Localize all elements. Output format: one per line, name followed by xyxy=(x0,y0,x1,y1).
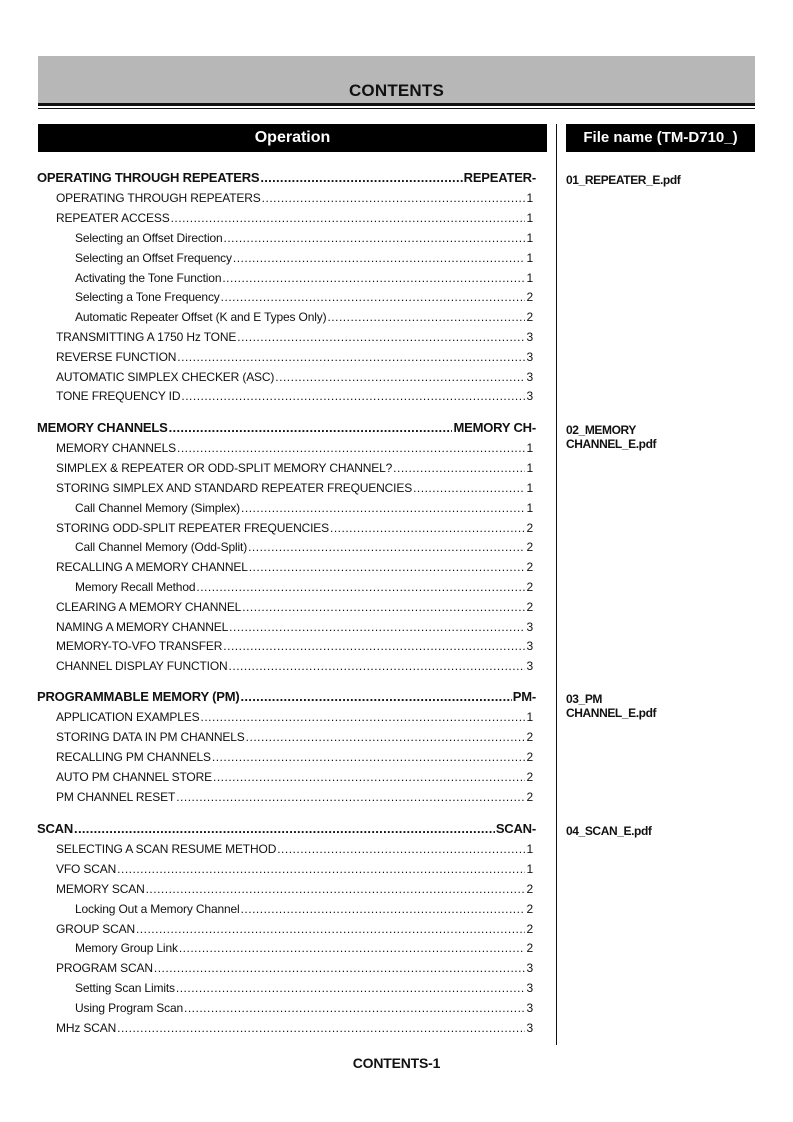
toc-entry xyxy=(56,349,533,365)
page-number: 3 xyxy=(526,659,533,674)
dot-leader xyxy=(74,821,495,837)
page-number: 1 xyxy=(526,270,533,285)
entry-title: TRANSMITTING A 1750 Hz TONE xyxy=(56,329,237,344)
entry-title: MHz SCAN xyxy=(56,1020,117,1035)
page-number: 1 xyxy=(526,500,533,515)
toc-entry xyxy=(56,520,533,536)
page-number: PM- xyxy=(512,689,536,704)
page-number: 1 xyxy=(526,480,533,495)
page-number: 3 xyxy=(526,389,533,404)
page-number: SCAN- xyxy=(495,821,536,836)
page-number: 2 xyxy=(526,560,533,575)
entry-title: SIMPLEX & REPEATER OR ODD-SPLIT MEMORY CHANNEL? xyxy=(56,461,393,476)
entry-title: Selecting an Offset Frequency xyxy=(75,250,232,265)
entry-title: PM CHANNEL RESET xyxy=(56,789,176,804)
toc-entry xyxy=(56,329,533,345)
dot-leader xyxy=(413,480,525,496)
dot-leader xyxy=(327,309,525,325)
toc-entry xyxy=(56,190,533,206)
dot-leader xyxy=(248,539,525,555)
dot-leader xyxy=(249,559,526,575)
dot-leader xyxy=(221,289,526,305)
page-number: 1 xyxy=(526,441,533,456)
entry-title: AUTO PM CHANNEL STORE xyxy=(56,769,212,784)
toc-entry xyxy=(56,480,533,496)
page-number: 1 xyxy=(526,710,533,725)
entry-title: NAMING A MEMORY CHANNEL xyxy=(56,619,229,634)
entry-title: REPEATER ACCESS xyxy=(56,211,170,226)
dot-leader xyxy=(330,520,525,536)
page-number: 2 xyxy=(526,310,533,325)
toc-entry xyxy=(75,579,533,595)
entry-title: RECALLING PM CHANNELS xyxy=(56,749,211,764)
dot-leader xyxy=(117,1020,525,1036)
entry-title: Using Program Scan xyxy=(75,1000,184,1015)
toc-section-heading xyxy=(37,689,536,705)
toc-entry xyxy=(56,709,533,725)
toc-entry xyxy=(56,440,533,456)
entry-title: OPERATING THROUGH REPEATERS xyxy=(56,191,261,206)
page-footer: CONTENTS-1 xyxy=(352,1055,441,1071)
dot-leader xyxy=(181,388,525,404)
toc-entry xyxy=(75,940,533,956)
dot-leader xyxy=(201,709,526,725)
toc-entry xyxy=(56,881,533,897)
dot-leader xyxy=(136,921,526,937)
toc-section-heading xyxy=(37,170,536,186)
page-number: 1 xyxy=(526,230,533,245)
dot-leader xyxy=(213,769,525,785)
header-band xyxy=(38,56,755,103)
toc-entry xyxy=(75,250,533,266)
entry-title: VFO SCAN xyxy=(56,862,117,877)
dot-leader xyxy=(171,210,526,226)
entry-title: RECALLING A MEMORY CHANNEL xyxy=(56,560,248,575)
toc-entry xyxy=(56,1020,533,1036)
dot-leader xyxy=(223,638,525,654)
operation-column-header: Operation xyxy=(38,124,547,152)
toc-entry xyxy=(56,658,533,674)
dot-leader xyxy=(262,190,526,206)
page-number: 2 xyxy=(526,579,533,594)
page-number: 3 xyxy=(526,961,533,976)
section-file-name: 03_PM CHANNEL_E.pdf xyxy=(566,692,657,720)
entry-title: STORING ODD-SPLIT REPEATER FREQUENCIES xyxy=(56,520,330,535)
entry-title: Call Channel Memory (Simplex) xyxy=(75,500,241,515)
dot-leader xyxy=(177,440,525,456)
entry-title: STORING SIMPLEX AND STANDARD REPEATER FREQUENCIES xyxy=(56,480,413,495)
page-number: 1 xyxy=(526,211,533,226)
toc-entry xyxy=(75,901,533,917)
page-number: 1 xyxy=(526,842,533,857)
page-number: 2 xyxy=(526,881,533,896)
toc-entry xyxy=(56,769,533,785)
entry-title: Setting Scan Limits xyxy=(75,980,175,995)
section-title: PROGRAMMABLE MEMORY (PM) xyxy=(37,689,240,704)
section-file-name: 01_REPEATER_E.pdf xyxy=(566,173,681,187)
dot-leader xyxy=(260,170,462,186)
toc-section-heading xyxy=(37,821,536,837)
toc-entry xyxy=(75,539,533,555)
entry-title: CLEARING A MEMORY CHANNEL xyxy=(56,599,242,614)
page-number: 2 xyxy=(526,749,533,764)
dot-leader xyxy=(212,749,526,765)
page-number: 2 xyxy=(526,599,533,614)
dot-leader xyxy=(117,861,525,877)
entry-title: CHANNEL DISPLAY FUNCTION xyxy=(56,659,228,674)
page-number: 1 xyxy=(526,461,533,476)
toc-entry xyxy=(56,729,533,745)
dot-leader xyxy=(176,789,525,805)
page-number: 3 xyxy=(526,619,533,634)
entry-title: REVERSE FUNCTION xyxy=(56,349,177,364)
toc-entry xyxy=(56,599,533,615)
header-divider-thin xyxy=(38,108,755,109)
entry-title: Memory Recall Method xyxy=(75,579,196,594)
toc-entry xyxy=(56,921,533,937)
dot-leader xyxy=(179,940,526,956)
section-title: OPERATING THROUGH REPEATERS xyxy=(37,170,260,185)
entry-title: MEMORY SCAN xyxy=(56,881,145,896)
page-number: REPEATER- xyxy=(463,170,536,185)
dot-leader xyxy=(169,420,453,436)
entry-title: GROUP SCAN xyxy=(56,921,135,936)
toc-entry xyxy=(75,230,533,246)
dot-leader xyxy=(176,980,526,996)
page-number: 1 xyxy=(526,862,533,877)
section-file-name: 04_SCAN_E.pdf xyxy=(566,824,652,838)
page-number: 3 xyxy=(526,349,533,364)
page-number: 3 xyxy=(526,369,533,384)
toc-entry xyxy=(56,789,533,805)
entry-title: AUTOMATIC SIMPLEX CHECKER (ASC) xyxy=(56,369,275,384)
toc-section-heading xyxy=(37,420,536,436)
page-number: 2 xyxy=(526,921,533,936)
section-title: SCAN xyxy=(37,821,74,836)
page-number: 2 xyxy=(526,520,533,535)
dot-leader xyxy=(177,349,525,365)
dot-leader xyxy=(184,1000,525,1016)
toc-entry xyxy=(56,369,533,385)
dot-leader xyxy=(275,369,525,385)
dot-leader xyxy=(229,619,525,635)
page-number: 3 xyxy=(526,980,533,995)
dot-leader xyxy=(241,901,526,917)
section-title: MEMORY CHANNELS xyxy=(37,420,168,435)
page-number: 1 xyxy=(526,250,533,265)
toc-entry xyxy=(56,861,533,877)
entry-title: Selecting a Tone Frequency xyxy=(75,290,220,305)
dot-leader xyxy=(237,329,525,345)
page-title: CONTENTS xyxy=(348,81,445,100)
toc-entry xyxy=(75,980,533,996)
toc-entry xyxy=(75,1000,533,1016)
toc-entry xyxy=(56,841,533,857)
page-number: 3 xyxy=(526,639,533,654)
toc-entry xyxy=(56,749,533,765)
toc-entry xyxy=(56,210,533,226)
dot-leader xyxy=(393,460,525,476)
toc-entry xyxy=(75,500,533,516)
toc-entry xyxy=(56,559,533,575)
page-number: 2 xyxy=(526,290,533,305)
toc-entry xyxy=(75,289,533,305)
page-number: 2 xyxy=(526,540,533,555)
toc-entry xyxy=(56,960,533,976)
page-number: 1 xyxy=(526,191,533,206)
column-divider xyxy=(556,124,557,1045)
entry-title: Locking Out a Memory Channel xyxy=(75,901,240,916)
page-number: MEMORY CH- xyxy=(453,420,536,435)
dot-leader xyxy=(196,579,525,595)
entry-title: APPLICATION EXAMPLES xyxy=(56,710,200,725)
toc-entry xyxy=(75,270,533,286)
page-number: 2 xyxy=(526,901,533,916)
section-file-name: 02_MEMORY CHANNEL_E.pdf xyxy=(566,423,657,451)
page-number: 2 xyxy=(526,941,533,956)
dot-leader xyxy=(229,658,526,674)
entry-title: SELECTING A SCAN RESUME METHOD xyxy=(56,842,277,857)
dot-leader xyxy=(240,689,511,705)
page-number: 3 xyxy=(526,1020,533,1035)
dot-leader xyxy=(233,250,526,266)
page-number: 2 xyxy=(526,769,533,784)
entry-title: Call Channel Memory (Odd-Split) xyxy=(75,540,248,555)
entry-title: Selecting an Offset Direction xyxy=(75,230,223,245)
entry-title: MEMORY-TO-VFO TRANSFER xyxy=(56,639,223,654)
page-number: 2 xyxy=(526,730,533,745)
dot-leader xyxy=(246,729,526,745)
dot-leader xyxy=(224,230,526,246)
page-number: 3 xyxy=(526,1000,533,1015)
entry-title: PROGRAM SCAN xyxy=(56,961,153,976)
entry-title: Activating the Tone Function xyxy=(75,270,222,285)
entry-title: STORING DATA IN PM CHANNELS xyxy=(56,730,245,745)
dot-leader xyxy=(242,599,525,615)
toc-entry xyxy=(56,388,533,404)
page-number: 2 xyxy=(526,789,533,804)
dot-leader xyxy=(277,841,525,857)
dot-leader xyxy=(222,270,525,286)
header-divider-thick xyxy=(38,103,755,106)
file-name-column-header: File name (TM-D710_) xyxy=(566,124,755,152)
entry-title: Automatic Repeater Offset (K and E Types Only) xyxy=(75,310,327,325)
toc-entry xyxy=(56,460,533,476)
dot-leader xyxy=(146,881,526,897)
dot-leader xyxy=(154,960,526,976)
toc-entry xyxy=(75,309,533,325)
toc-entry xyxy=(56,619,533,635)
toc-entry xyxy=(56,638,533,654)
page-number: 3 xyxy=(526,329,533,344)
entry-title: TONE FREQUENCY ID xyxy=(56,389,181,404)
entry-title: Memory Group Link xyxy=(75,941,178,956)
dot-leader xyxy=(241,500,525,516)
entry-title: MEMORY CHANNELS xyxy=(56,441,177,456)
